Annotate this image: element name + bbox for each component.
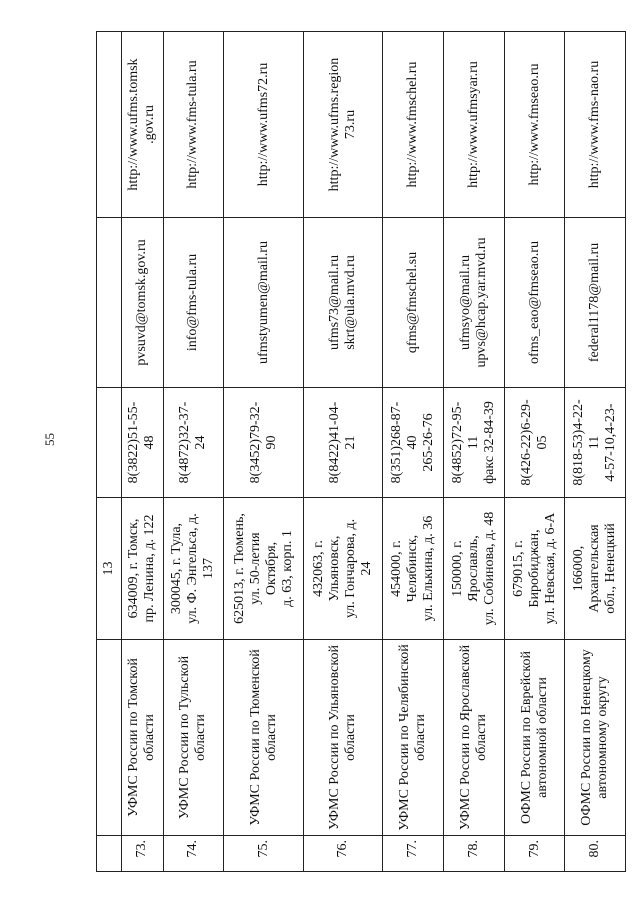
office-email xyxy=(444,218,505,388)
office-address-line: ул. Гончарова, д. xyxy=(343,518,359,619)
office-email-line: ufmstyumen@mail.ru xyxy=(255,241,271,364)
office-phone xyxy=(303,388,383,498)
office-phone-line: факс 32-84-39 xyxy=(481,401,497,484)
office-phone-line: 8(351)268-87- xyxy=(389,401,405,484)
office-address xyxy=(122,498,164,640)
office-address-line: ул. Невская, д. 6-А xyxy=(542,512,558,625)
office-phone-line: 11 xyxy=(587,435,603,450)
row-number: 74. xyxy=(163,836,224,872)
office-address xyxy=(163,498,224,640)
office-address-line: 454000, г. xyxy=(389,540,405,597)
office-email xyxy=(504,218,565,388)
office-address-line: 625013, г. Тюмень, xyxy=(231,513,247,624)
office-address-line: 432063, г. xyxy=(311,540,327,597)
office-email-line: pvsuvd@tomsk.gov.ru xyxy=(134,239,150,366)
table-row xyxy=(224,32,304,872)
office-phone-line: 48 xyxy=(142,435,158,450)
row-number: 73. xyxy=(122,836,164,872)
office-website xyxy=(565,32,626,218)
office-website-line: http://www.ufmsyar.ru xyxy=(465,61,481,188)
office-website-line: .gov.ru xyxy=(142,105,158,144)
office-website xyxy=(504,32,565,218)
office-phone-line: 8(3452)79-32- xyxy=(247,401,263,484)
office-website xyxy=(122,32,164,218)
office-address-line: д. 63, корп. 1 xyxy=(279,530,295,607)
office-phone-line: 40 xyxy=(405,435,421,450)
office-phone-line: 265-26-76 xyxy=(421,413,437,472)
office-address-line: пр. Ленина, д. 122 xyxy=(142,514,158,623)
office-website-line: http://www.fms-nao.ru xyxy=(587,60,603,189)
office-website-line: http://www.ufms.tomsk xyxy=(126,58,142,191)
row-number: 78. xyxy=(444,836,505,872)
office-website-line: http://www.fms-tula.ru xyxy=(185,60,201,189)
office-phone xyxy=(504,388,565,498)
office-phone-line: 8(4852)72-95- xyxy=(449,401,465,484)
office-email-line: skrt@ula.mvd.ru xyxy=(343,255,359,350)
ufms-contacts-table xyxy=(96,31,626,872)
column-header-row xyxy=(97,32,122,872)
office-phone-line: 11 xyxy=(465,435,481,450)
row-number: 80. xyxy=(565,836,626,872)
table-row xyxy=(122,32,164,872)
office-website-line: 73.ru xyxy=(343,109,359,140)
office-website xyxy=(383,32,444,218)
office-address-line: ул. 50-летия xyxy=(247,532,263,605)
office-address-line: Ульяновск, xyxy=(327,535,343,602)
table-row xyxy=(163,32,224,872)
office-address xyxy=(504,498,565,640)
office-phone-line: 8(3822)51-55- xyxy=(126,401,142,484)
row-number: 77. xyxy=(383,836,444,872)
office-address-line: Биробиджан, xyxy=(526,529,542,608)
office-phone-line: 21 xyxy=(343,435,359,450)
office-email-line: ufmsyo@mail.ru xyxy=(457,255,473,350)
office-email-line: upvs@hcap.yar.mvd.ru xyxy=(473,237,489,368)
office-email xyxy=(224,218,304,388)
office-name: УФМС России по Ярославской области xyxy=(444,640,505,836)
office-phone xyxy=(163,388,224,498)
row-number: 76. xyxy=(303,836,383,872)
office-name: УФМС России по Челябинской области xyxy=(383,640,444,836)
office-address-line: 137 xyxy=(201,558,217,579)
office-email-line: info@fms-tula.ru xyxy=(185,253,201,352)
office-name: ОФМС России по Еврейской автономной области xyxy=(504,640,565,836)
office-address-line: Челябинск, xyxy=(405,534,421,603)
office-address xyxy=(565,498,626,640)
page-number: 55 xyxy=(42,433,57,446)
office-phone xyxy=(444,388,505,498)
office-website-line: http://www.ufms72.ru xyxy=(255,62,271,187)
office-address-line: 166000, xyxy=(571,545,587,592)
office-email xyxy=(122,218,164,388)
office-address-line: 634009, г. Томск, xyxy=(126,518,142,619)
column-header-13: 13 xyxy=(97,498,122,640)
office-address-line: 150000, г. xyxy=(449,540,465,597)
office-phone-line: 8(426-22)6-29- xyxy=(518,399,534,486)
office-phone xyxy=(565,388,626,498)
office-address-line: 24 xyxy=(359,561,375,576)
table-row xyxy=(303,32,383,872)
office-address xyxy=(224,498,304,640)
table-row xyxy=(383,32,444,872)
office-name: ОФМС России по Ненецкому автономному округу xyxy=(565,640,626,836)
row-number: 75. xyxy=(224,836,304,872)
office-name: УФМС России по Тюменской области xyxy=(224,640,304,836)
office-phone-line: 8(8422)41-04- xyxy=(327,401,343,484)
office-name: УФМС России по Тульской области xyxy=(163,640,224,836)
office-name: УФМС России по Ульяновской области xyxy=(303,640,383,836)
office-address xyxy=(303,498,383,640)
table-row xyxy=(504,32,565,872)
office-website xyxy=(444,32,505,218)
office-website-line: http://www.fmseao.ru xyxy=(526,63,542,186)
office-address-line: 300045, г. Тула, xyxy=(169,522,185,615)
office-website xyxy=(163,32,224,218)
table-row xyxy=(444,32,505,872)
office-website-line: http://www.ufms.region xyxy=(327,57,343,192)
office-email-line: ofms_eao@fmseao.ru xyxy=(526,241,542,364)
table-row xyxy=(565,32,626,872)
office-address-line: ул. Собинова, д. 48 xyxy=(481,511,497,626)
office-address-line: ул. Ф. Энгельса, д. xyxy=(185,513,201,624)
office-email xyxy=(383,218,444,388)
office-phone-line: 8(818-53)4-22- xyxy=(571,399,587,486)
office-address-line: обл., Ненецкий xyxy=(603,523,619,614)
office-phone-line: 24 xyxy=(193,435,209,450)
office-address-line: ул. Елькина, д. 36 xyxy=(421,515,437,622)
office-email xyxy=(163,218,224,388)
office-address-line: 679015, г. xyxy=(510,540,526,597)
office-address xyxy=(383,498,444,640)
office-email xyxy=(303,218,383,388)
office-website xyxy=(224,32,304,218)
office-website xyxy=(303,32,383,218)
office-phone-line: 90 xyxy=(263,435,279,450)
office-phone xyxy=(383,388,444,498)
row-number: 79. xyxy=(504,836,565,872)
office-email-line: federal1178@mail.ru xyxy=(587,242,603,363)
office-name: УФМС России по Томской области xyxy=(122,640,164,836)
office-phone-line: 4-57-10,4-23- xyxy=(603,403,619,482)
office-email xyxy=(565,218,626,388)
office-email-line: ufms73@mail.ru xyxy=(327,255,343,350)
office-address-line: Архангельская xyxy=(587,524,603,613)
office-phone-line: 8(4872)32-37- xyxy=(177,401,193,484)
office-phone xyxy=(224,388,304,498)
office-website-line: http://www.fmschel.ru xyxy=(405,61,421,188)
office-address-line: Октября, xyxy=(263,541,279,596)
rotated-table-sheet xyxy=(96,32,626,872)
office-phone xyxy=(122,388,164,498)
office-phone-line: 05 xyxy=(534,435,550,450)
office-address-line: Ярославль, xyxy=(465,535,481,602)
office-email-line: qfms@fmschel.su xyxy=(405,251,421,354)
office-address xyxy=(444,498,505,640)
